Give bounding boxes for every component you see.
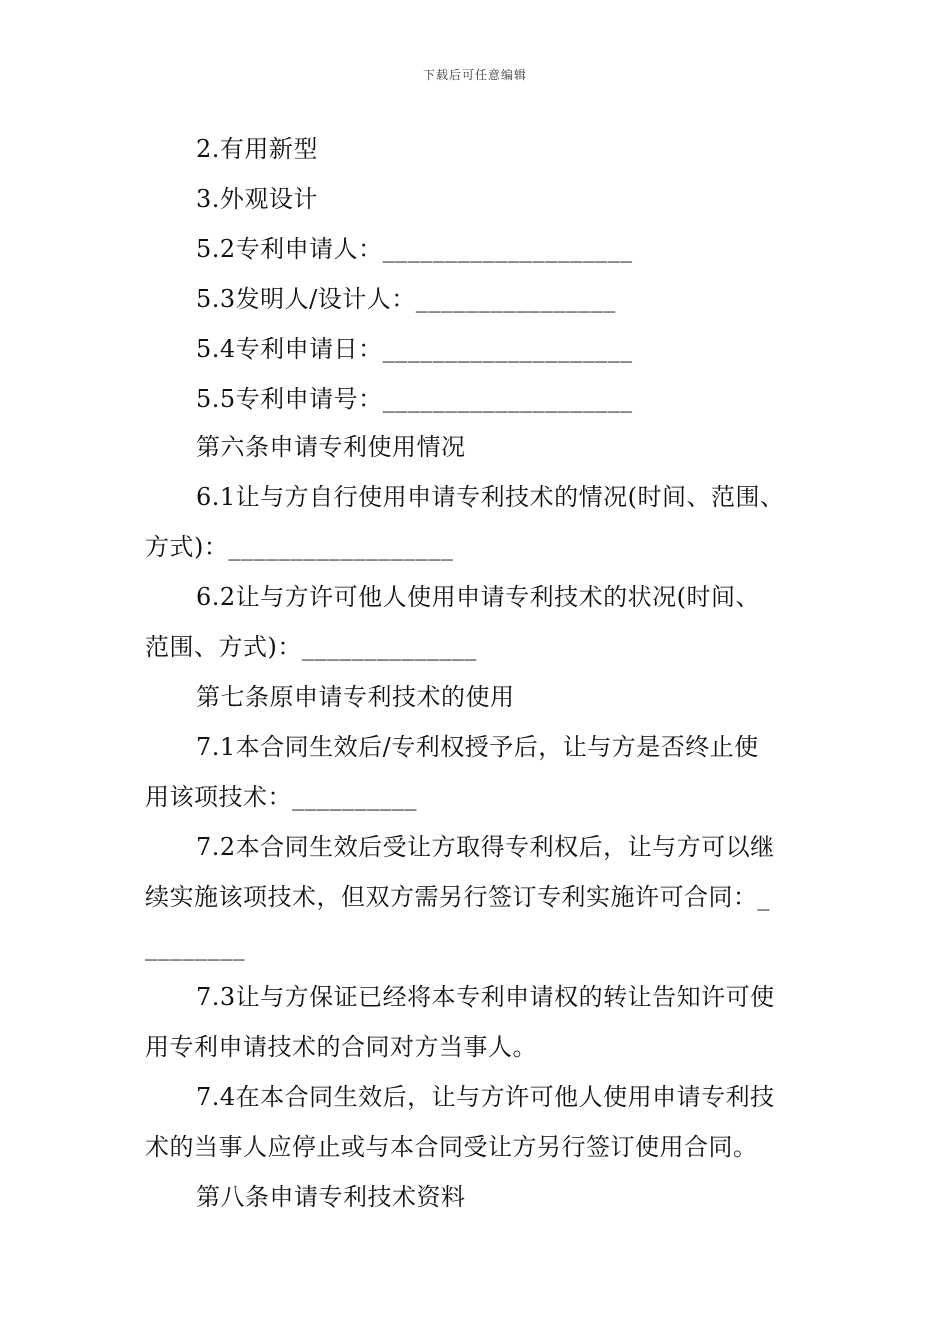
text-line: 续实施该项技术，但双方需另行签订专利实施许可合同：_: [145, 883, 770, 911]
text-line: 5.3发明人/设计人：________________: [196, 285, 616, 313]
text-line: 6.2让与方许可他人使用申请专利技术的状况(时间、: [196, 583, 761, 611]
text-line: 7.3让与方保证已经将本专利申请权的转让告知许可使: [196, 983, 775, 1011]
text-line: 术的当事人应停止或与本合同受让方另行签订使用合同。: [145, 1133, 758, 1161]
text-line: 7.2本合同生效后受让方取得专利权后，让与方可以继: [196, 833, 775, 861]
text-line: 范围、方式)：______________: [145, 633, 477, 661]
text-line: 5.2专利申请人：____________________: [196, 235, 633, 263]
text-line: 6.1让与方自行使用申请专利技术的情况(时间、范围、: [196, 483, 785, 511]
text-line: 用专利申请技术的合同对方当事人。: [145, 1033, 537, 1061]
text-line: 7.1本合同生效后/专利权授予后，让与方是否终止使: [196, 733, 759, 761]
section-heading: 第七条原申请专利技术的使用: [196, 683, 515, 711]
page-header: 下载后可任意编辑: [422, 68, 527, 82]
text-line: 方式)：__________________: [145, 533, 454, 561]
text-line: ________: [145, 933, 245, 961]
text-line: 5.5专利申请号：____________________: [196, 385, 633, 413]
text-line: 5.4专利申请日：____________________: [196, 335, 633, 363]
section-heading: 第八条申请专利技术资料: [196, 1183, 466, 1211]
section-heading: 第六条申请专利使用情况: [196, 433, 466, 461]
text-line: 3.外观设计: [196, 185, 318, 213]
text-line: 2.有用新型: [196, 135, 318, 163]
text-line: 7.4在本合同生效后，让与方许可他人使用申请专利技: [196, 1083, 775, 1111]
text-line: 用该项技术：__________: [145, 783, 417, 811]
